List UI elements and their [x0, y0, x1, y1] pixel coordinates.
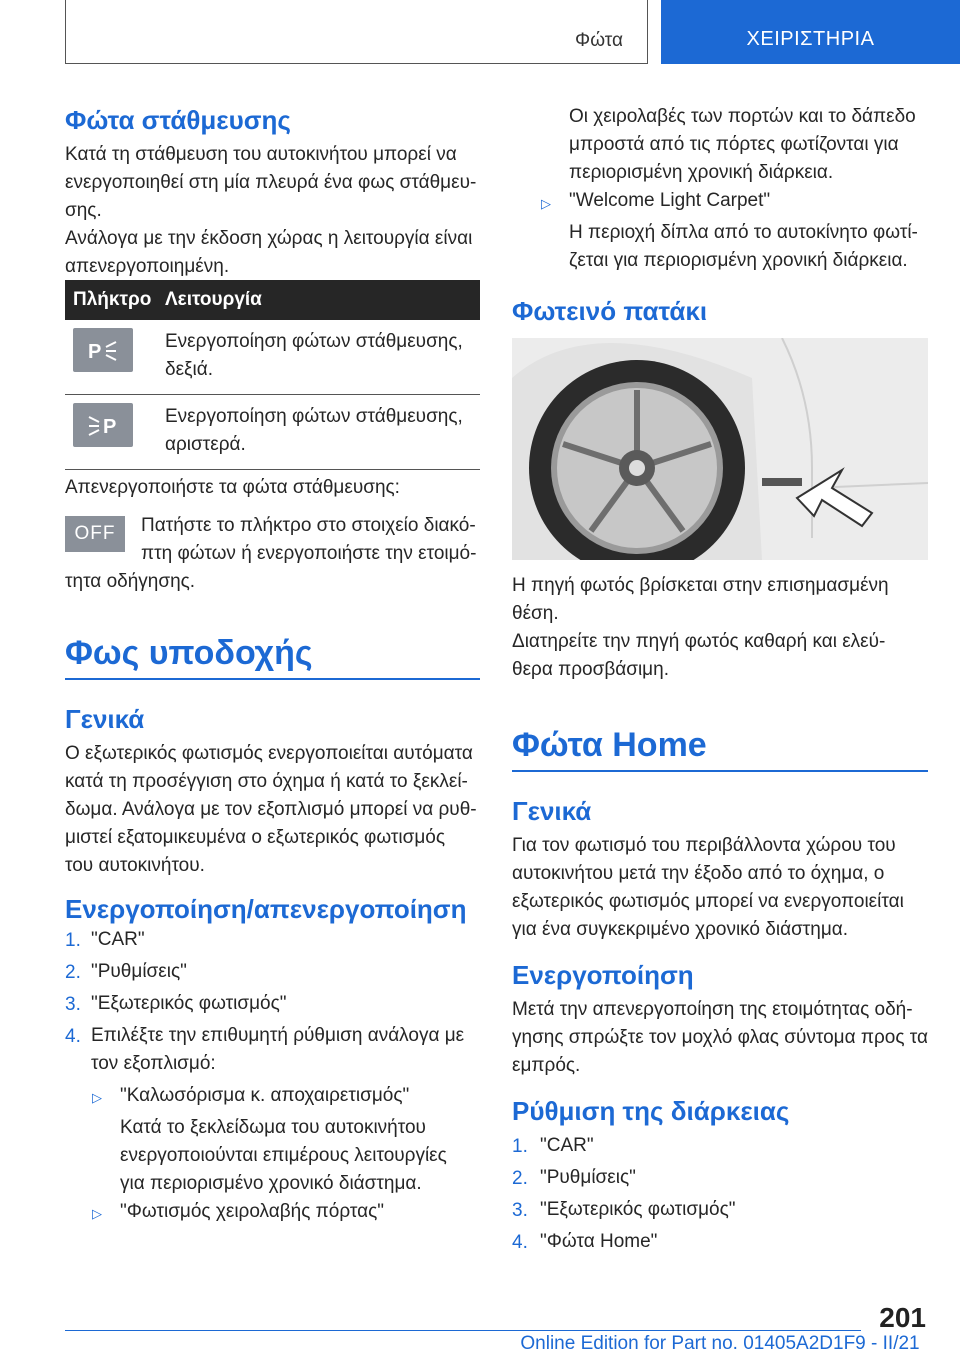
- footer-edition: Online Edition for Part no. 01405A2D1F9 - II/21: [520, 1333, 920, 1354]
- source-text-line: Η πηγή φωτός βρίσκεται στην επισημασμένη: [512, 575, 889, 596]
- home-text-line: αυτοκινήτου μετά την έξοδο από το όχημα, ο: [512, 863, 885, 884]
- keep-text-line: Διατηρείτε την πηγή φωτός καθαρή και ελεύ‐: [512, 631, 886, 652]
- step-text: "CAR": [540, 1135, 594, 1156]
- step-text: "Ρυθμίσεις": [540, 1167, 636, 1188]
- option-text-line: περιορισμένη χρονική διάρκεια.: [569, 162, 834, 183]
- bullet-triangle-icon: ▷: [92, 1206, 102, 1221]
- table-header-key: Πλήκτρο: [65, 280, 157, 320]
- option-text-line: μπροστά από τις πόρτες φωτίζονται για: [569, 134, 899, 155]
- wheel-photo: [512, 338, 928, 560]
- table-cell-function: [157, 395, 480, 470]
- header-section-title: Φώτα: [575, 30, 623, 51]
- parking-text-line: σης.: [65, 200, 102, 221]
- general-text-line: κατά τη προσέγγιση στο όχημα ή κατά το ξεκλεί‐: [65, 771, 468, 792]
- option-text-line: Κατά το ξεκλείδωμα του αυτοκινήτου: [120, 1117, 426, 1138]
- header-chapter-tab[interactable]: ΧΕΙΡΙΣΤΗΡΙΑ: [661, 0, 960, 64]
- row-text-line: Ενεργοποίηση φώτων στάθμευσης,: [165, 406, 463, 427]
- bullet-triangle-icon: ▷: [92, 1090, 102, 1105]
- row-text-line: δεξιά.: [165, 359, 214, 380]
- parking-text-line: ενεργοποιηθεί στη μία πλευρά ένα φως στάθμευ‐: [65, 172, 477, 193]
- parking-right-icon: [86, 338, 120, 362]
- parking-text-line: απενεργοποιημένη.: [65, 256, 230, 277]
- table-cell-function: [157, 320, 480, 395]
- home-text-line: εξωτερικός φωτισμός μπορεί να ενεργοποιείται: [512, 891, 904, 912]
- press-text-line: τητα οδήγησης.: [65, 571, 196, 592]
- svg-text:P: P: [103, 416, 117, 437]
- table-cell-key: [65, 395, 157, 470]
- carpet-heading: Φωτεινό πατάκι: [512, 296, 708, 326]
- row-text-line: Ενεργοποίηση φώτων στάθμευσης,: [165, 331, 463, 352]
- general-text-line: του αυτοκινήτου.: [65, 855, 205, 876]
- table-cell-key: [65, 320, 157, 395]
- table-header-function: Λειτουργία: [157, 280, 480, 320]
- list-number: 4.: [65, 1026, 81, 1047]
- keep-text-line: θερα προσβάσιμη.: [512, 659, 669, 680]
- off-button[interactable]: OFF: [65, 516, 125, 552]
- table-row: [65, 395, 480, 470]
- option-text-line: ζεται για περιορισμένη χρονική διάρκεια.: [569, 250, 908, 271]
- step-text: "Φώτα Home": [540, 1231, 658, 1252]
- list-number: 3.: [512, 1200, 528, 1221]
- source-text-line: θέση.: [512, 603, 559, 624]
- option-title: "Καλωσόρισμα κ. αποχαιρετισμός": [120, 1085, 410, 1106]
- list-number: 1.: [512, 1136, 528, 1157]
- list-number: 3.: [65, 994, 81, 1015]
- option-title: "Welcome Light Carpet": [569, 190, 771, 211]
- header-frame: [65, 0, 648, 64]
- press-text-line: πτη φώτων ή ενεργοποιήστε την ετοιμό‐: [141, 543, 477, 564]
- general-heading: Γενικά: [65, 704, 145, 734]
- general-text-line: δωμα. Ανάλογα με τον εξοπλισμό μπορεί να ρυθ‐: [65, 799, 477, 820]
- step-text: "CAR": [91, 929, 145, 950]
- svg-text:P: P: [88, 341, 102, 362]
- parking-left-button[interactable]: [73, 403, 133, 447]
- bullet-triangle-icon: ▷: [541, 196, 551, 211]
- parking-right-button[interactable]: [73, 328, 133, 372]
- list-number: 1.: [65, 930, 81, 951]
- parking-text-line: Ανάλογα με την έκδοση χώρας η λειτουργία είναι: [65, 228, 473, 249]
- step-text: "Εξωτερικός φωτισμός": [540, 1199, 736, 1220]
- parking-keys-table: [65, 280, 480, 470]
- parking-text-line: Κατά τη στάθμευση του αυτοκινήτου μπορεί να: [65, 144, 457, 165]
- table-row: [65, 320, 480, 395]
- home-text-line: Για τον φωτισμό του περιβάλλοντα χώρου του: [512, 835, 896, 856]
- page-number: 201: [879, 1302, 926, 1333]
- option-text-line: ενεργοποιούνται επιμέρους λειτουργίες: [120, 1145, 447, 1166]
- row-text-line: αριστερά.: [165, 434, 246, 455]
- activation-text-line: γησης σπρώξτε τον μοχλό φλας σύντομα προς τα: [512, 1027, 929, 1048]
- general-text-line: μιστεί εξατομικευμένα ο εξωτερικός φωτισμός: [65, 827, 446, 848]
- parking-left-icon: [86, 413, 120, 437]
- option-text-line: για περιορισμένο χρονικό διάστημα.: [120, 1173, 422, 1194]
- home-lights-heading: Φώτα Home: [512, 726, 707, 764]
- onoff-heading: Ενεργοποίηση/απενεργοποίηση: [65, 894, 467, 924]
- step-text: "Ρυθμίσεις": [91, 961, 187, 982]
- general-text-line: Ο εξωτερικός φωτισμός ενεργοποιείται αυτόματα: [65, 743, 473, 764]
- deactivate-text: Απενεργοποιήστε τα φώτα στάθμευσης:: [65, 477, 400, 498]
- activation-heading: Ενεργοποίηση: [512, 960, 694, 990]
- parking-lights-heading: Φώτα στάθμευσης: [65, 105, 291, 135]
- option-title: "Φωτισμός χειρολαβής πόρτας": [120, 1201, 385, 1222]
- press-text-line: Πατήστε το πλήκτρο στο στοιχείο διακό‐: [141, 515, 476, 536]
- home-text-line: για ένα συγκεκριμένο χρονικό διάστημα.: [512, 919, 849, 940]
- duration-heading: Ρύθμιση της διάρκειας: [512, 1096, 790, 1126]
- footer-rule: [65, 1330, 861, 1331]
- step-text: τον εξοπλισμό:: [91, 1053, 216, 1074]
- activation-text-line: Μετά την απενεργοποίηση της ετοιμότητας οδή‐: [512, 999, 913, 1020]
- activation-text-line: εμπρός.: [512, 1055, 581, 1076]
- option-text-line: Οι χειρολαβές των πορτών και το δάπεδο: [569, 106, 916, 127]
- welcome-light-heading: Φως υποδοχής: [65, 634, 313, 672]
- step-text: Επιλέξτε την επιθυμητή ρύθμιση ανάλογα με: [91, 1025, 465, 1046]
- list-number: 2.: [65, 962, 81, 983]
- section-rule: [512, 770, 928, 772]
- list-number: 2.: [512, 1168, 528, 1189]
- option-text-line: Η περιοχή δίπλα από το αυτοκίνητο φωτί‐: [569, 222, 918, 243]
- general-heading: Γενικά: [512, 796, 592, 826]
- section-rule: [65, 678, 480, 680]
- step-text: "Εξωτερικός φωτισμός": [91, 993, 287, 1014]
- list-number: 4.: [512, 1232, 528, 1253]
